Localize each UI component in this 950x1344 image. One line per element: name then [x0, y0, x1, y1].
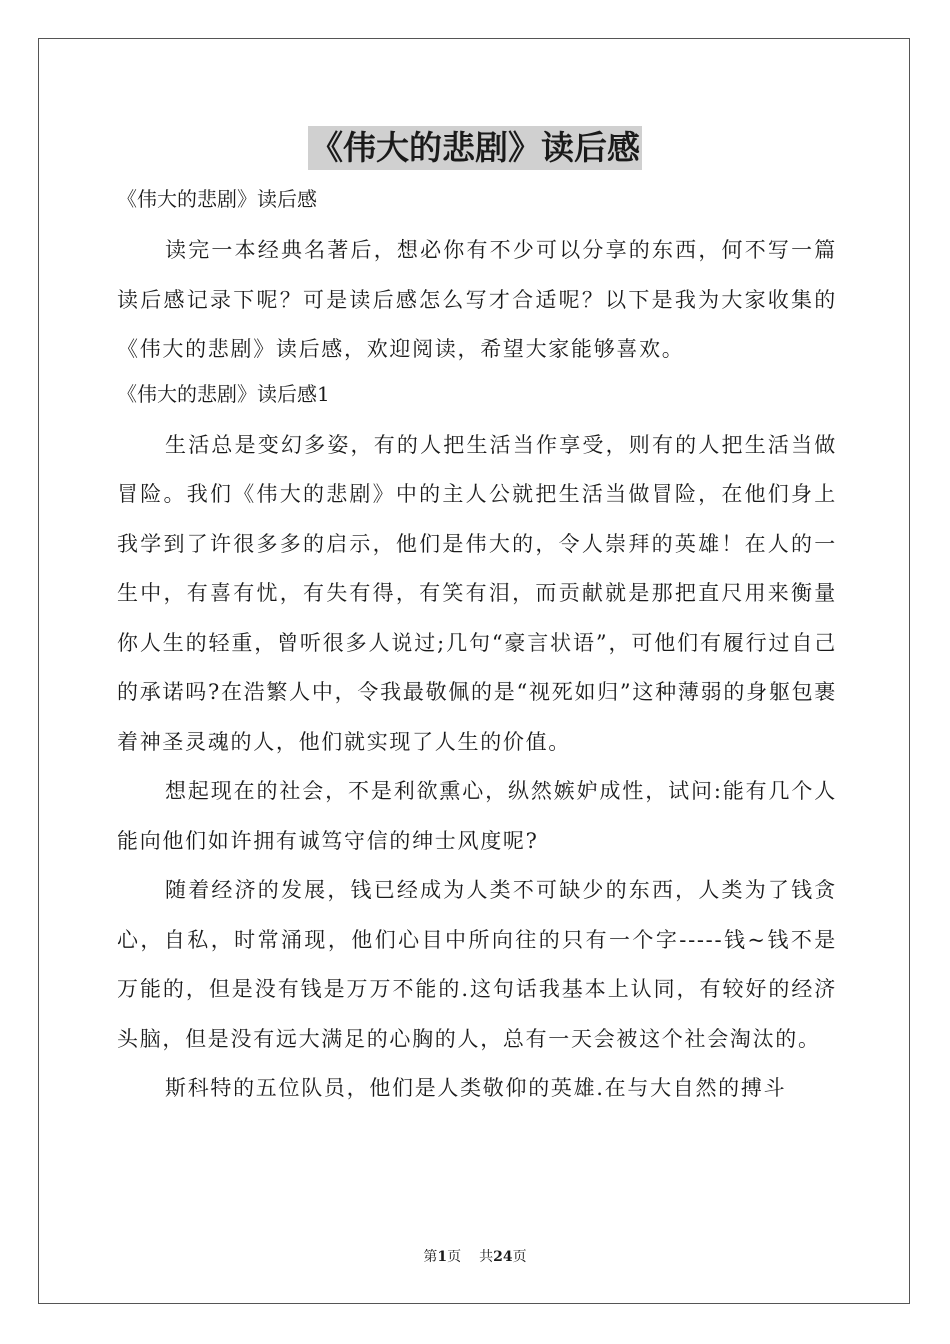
total-prefix: 共 — [479, 1249, 494, 1265]
body-paragraph: 随着经济的发展，钱已经成为人类不可缺少的东西，人类为了钱贪心，自私，时常涌现，他们心目中所向往的只有一个字-----钱~钱不是万能的，但是没有钱是万万不能的.这句话我基本上认同，有较好的经济头脑，但是没有远大满足的心胸的人，总有一天会被这个社会淘汰的。 — [117, 878, 837, 1051]
page-number: 1 — [437, 1249, 448, 1265]
page-prefix: 第 — [423, 1249, 438, 1265]
subtitle: 《伟大的悲剧》读后感 — [117, 187, 317, 211]
total-pages: 24 — [493, 1249, 513, 1265]
page-suffix: 页 — [447, 1249, 462, 1265]
document-title: 《伟大的悲剧》读后感 — [308, 126, 642, 170]
title-container — [0, 126, 950, 170]
body-paragraph: 生活总是变幻多姿，有的人把生活当作享受，则有的人把生活当做冒险。我们《伟大的悲剧》中的主人公就把生活当做冒险，在他们身上我学到了许很多多的启示，他们是伟大的，令人崇拜的英雄！在人的一生中，有喜有忧，有失有得，有笑有泪，而贡献就是那把直尺用来衡量你人生的轻重，曾听很多人说过;几句“豪言状语”，可他们有履行过自己的承诺吗?在浩繁人中，令我最敬佩的是“视死如归”这种薄弱的身躯包裹着神圣灵魂的人，他们就实现了人生的价值。 — [117, 432, 837, 754]
body-paragraph: 斯科特的五位队员，他们是人类敬仰的英雄.在与大自然的搏斗 — [165, 1076, 787, 1100]
body-paragraph: 想起现在的社会，不是利欲熏心，纵然嫉妒成性，试问:能有几个人能向他们如许拥有诚笃守信的绅士风度呢? — [117, 779, 837, 853]
document-body — [117, 180, 837, 1114]
section-heading: 《伟大的悲剧》读后感1 — [117, 381, 330, 406]
total-suffix: 页 — [512, 1249, 527, 1265]
intro-paragraph: 读完一本经典名著后，想必你有不少可以分享的东西，何不写一篇读后感记录下呢？可是读后感怎么写才合适呢？以下是我为大家收集的《伟大的悲剧》读后感，欢迎阅读，希望大家能够喜欢。 — [117, 238, 837, 361]
page-footer — [0, 1247, 950, 1267]
